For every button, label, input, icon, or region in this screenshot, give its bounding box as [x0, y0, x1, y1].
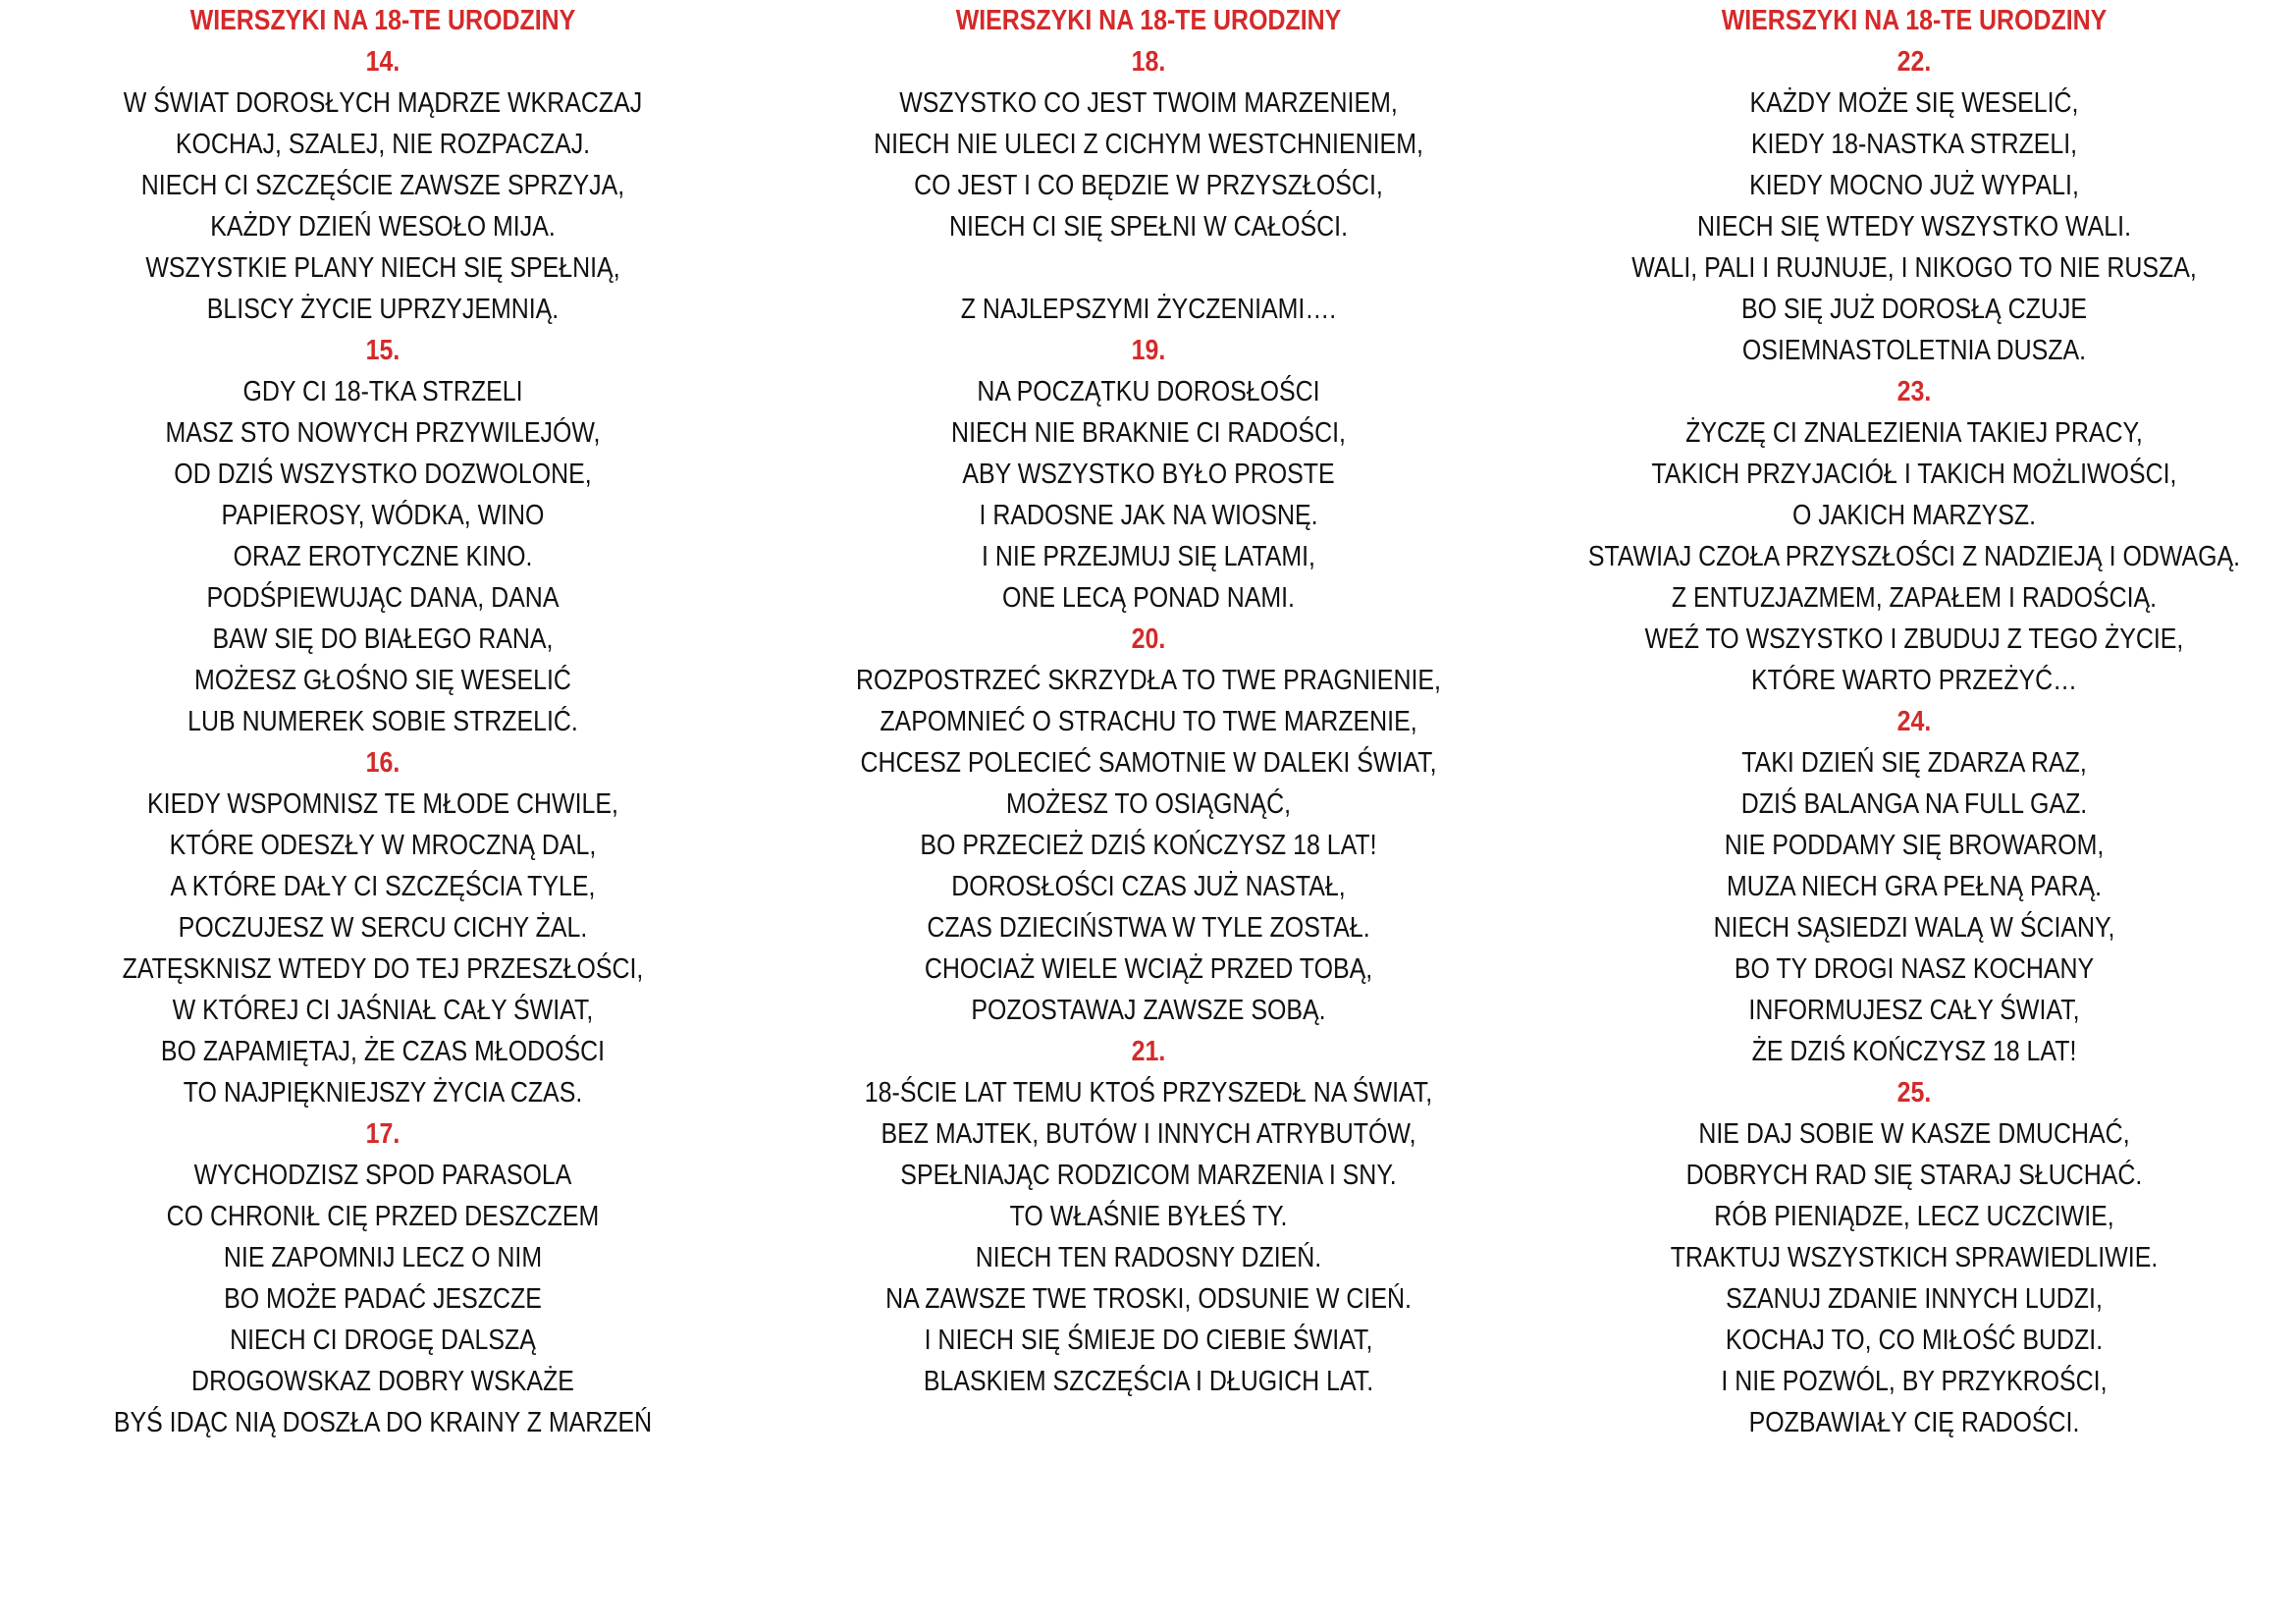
poem-line: GDY CI 18-TKA STRZELI — [242, 376, 523, 407]
poem-block — [1531, 1072, 2296, 1443]
poem-number: 16. — [365, 747, 400, 779]
poem-line: ZATĘSKNISZ WTEDY DO TEJ PRZESZŁOŚCI, — [122, 953, 644, 985]
poem-line: NIE PODDAMY SIĘ BROWAROM, — [1724, 830, 2105, 861]
poem-line: A KTÓRE DAŁY CI SZCZĘŚCIA TYLE, — [170, 871, 596, 902]
poem-line: MOŻESZ GŁOŚNO SIĘ WESELIĆ — [194, 665, 571, 696]
poem-line: CO JEST I CO BĘDZIE W PRZYSZŁOŚCI, — [914, 170, 1383, 201]
poem-line: ŻE DZIŚ KOŃCZYSZ 18 LAT! — [1751, 1036, 2077, 1067]
poem-line: WYCHODZISZ SPOD PARASOLA — [193, 1160, 572, 1191]
poem-line: NA ZAWSZE TWE TROSKI, ODSUNIE W CIEŃ. — [885, 1283, 1412, 1315]
poem-line: BEZ MAJTEK, BUTÓW I INNYCH ATRYBUTÓW, — [881, 1118, 1416, 1150]
column-header: WIERSZYKI NA 18-TE URODZINY — [189, 5, 576, 36]
poem-line: NIE ZAPOMNIJ LECZ O NIM — [223, 1242, 543, 1273]
poem-line: ZAPOMNIEĆ O STRACHU TO TWE MARZENIE, — [880, 706, 1417, 737]
poem-line: KTÓRE ODESZŁY W MROCZNĄ DAL, — [169, 830, 597, 861]
poem-line: BO PRZECIEŻ DZIŚ KOŃCZYSZ 18 LAT! — [920, 830, 1377, 861]
poem-line: POCZUJESZ W SERCU CICHY ŻAL. — [178, 912, 588, 944]
poem-line: TAKICH PRZYJACIÓŁ I TAKICH MOŻLIWOŚCI, — [1651, 459, 2177, 490]
poem-column-3 — [1531, 0, 2296, 1443]
poem-line: LUB NUMEREK SOBIE STRZELIĆ. — [187, 706, 578, 737]
poem-line: NA POCZĄTKU DOROSŁOŚCI — [977, 376, 1320, 407]
poem-block — [1531, 41, 2296, 371]
poem-line: 18-ŚCIE LAT TEMU KTOŚ PRZYSZEDŁ NA ŚWIAT, — [864, 1077, 1433, 1109]
poem-number: 15. — [365, 335, 400, 366]
poem-number: 21. — [1131, 1036, 1166, 1067]
poem-line: WSZYSTKIE PLANY NIECH SIĘ SPEŁNIĄ, — [145, 252, 620, 284]
poem-line: BYŚ IDĄC NIĄ DOSZŁA DO KRAINY Z MARZEŃ — [113, 1407, 653, 1438]
poem-line: KIEDY MOCNO JUŻ WYPALI, — [1749, 170, 2079, 201]
poem-line: KIEDY 18-NASTKA STRZELI, — [1750, 129, 2078, 160]
poem-line: DROGOWSKAZ DOBRY WSKAŻE — [191, 1366, 574, 1397]
poem-number: 14. — [365, 46, 400, 78]
poem-line: KIEDY WSPOMNISZ TE MŁODE CHWILE, — [147, 788, 618, 820]
poem-line: CHOCIAŻ WIELE WCIĄŻ PRZED TOBĄ, — [924, 953, 1373, 985]
poem-line: NIECH CI DROGĘ DALSZĄ — [230, 1325, 536, 1356]
poem-line: WALI, PALI I RUJNUJE, I NIKOGO TO NIE RUSZA, — [1631, 252, 2197, 284]
poem-line: SZANUJ ZDANIE INNYCH LUDZI, — [1726, 1283, 2103, 1315]
blank-line — [766, 247, 1531, 289]
poem-line: CO CHRONIŁ CIĘ PRZED DESZCZEM — [166, 1201, 600, 1232]
poem-line: W KTÓREJ CI JAŚNIAŁ CAŁY ŚWIAT, — [172, 995, 594, 1026]
poem-line: NIECH SIĘ WTEDY WSZYSTKO WALI. — [1696, 211, 2132, 243]
poem-number: 19. — [1131, 335, 1166, 366]
poem-line: Z ENTUZJAZMEM, ZAPAŁEM I RADOŚCIĄ. — [1671, 582, 2158, 614]
poem-line: SPEŁNIAJĄC RODZICOM MARZENIA I SNY. — [900, 1160, 1397, 1191]
poem-number: 17. — [365, 1118, 400, 1150]
poem-block — [766, 619, 1531, 1031]
poem-line: MOŻESZ TO OSIĄGNĄĆ, — [1005, 788, 1292, 820]
poem-line: I NIE POZWÓL, BY PRZYKROŚCI, — [1721, 1366, 2108, 1397]
poem-line: WEŹ TO WSZYSTKO I ZBUDUJ Z TEGO ŻYCIE, — [1644, 623, 2184, 655]
poem-line: MUZA NIECH GRA PEŁNĄ PARĄ. — [1726, 871, 2103, 902]
poem-line: TO WŁAŚNIE BYŁEŚ TY. — [1009, 1201, 1288, 1232]
poem-line: TRAKTUJ WSZYSTKICH SPRAWIEDLIWIE. — [1670, 1242, 2159, 1273]
poem-line: KAŻDY MOŻE SIĘ WESELIĆ, — [1749, 87, 2079, 119]
poem-line: RÓB PIENIĄDZE, LECZ UCZCIWIE, — [1714, 1201, 2114, 1232]
poem-number: 18. — [1131, 46, 1166, 78]
poem-block — [766, 330, 1531, 619]
poem-block — [0, 1113, 766, 1443]
poem-line: NIE DAJ SOBIE W KASZE DMUCHAĆ, — [1698, 1118, 2130, 1150]
poem-block — [766, 1031, 1531, 1402]
poem-line: O JAKICH MARZYSZ. — [1791, 500, 2037, 531]
poem-line: BO MOŻE PADAĆ JESZCZE — [224, 1283, 542, 1315]
poem-line: ROZPOSTRZEĆ SKRZYDŁA TO TWE PRAGNIENIE, — [856, 665, 1441, 696]
poem-line: KOCHAJ TO, CO MIŁOŚĆ BUDZI. — [1725, 1325, 2104, 1356]
poem-line: BO ZAPAMIĘTAJ, ŻE CZAS MŁODOŚCI — [160, 1036, 606, 1067]
poem-number: 22. — [1896, 46, 1932, 78]
poem-line: I RADOSNE JAK NA WIOSNĘ. — [979, 500, 1318, 531]
poem-line: W ŚWIAT DOROSŁYCH MĄDRZE WKRACZAJ — [123, 87, 643, 119]
poem-number: 25. — [1896, 1077, 1932, 1109]
poem-line: ORAZ EROTYCZNE KINO. — [233, 541, 533, 572]
poem-block — [0, 742, 766, 1113]
poem-line: TAKI DZIEŃ SIĘ ZDARZA RAZ, — [1741, 747, 2087, 779]
poem-column-1 — [0, 0, 766, 1443]
poem-block — [766, 41, 1531, 330]
poem-line: Z NAJLEPSZYMI ŻYCZENIAMI…. — [960, 294, 1337, 325]
poem-line: TO NAJPIĘKNIEJSZY ŻYCIA CZAS. — [183, 1077, 583, 1109]
poem-line: DOBRYCH RAD SIĘ STARAJ SŁUCHAĆ. — [1685, 1160, 2143, 1191]
poem-column-content — [0, 0, 766, 1443]
poem-line: BO SIĘ JUŻ DOROSŁĄ CZUJE — [1740, 294, 2087, 325]
poem-line: ONE LECĄ PONAD NAMI. — [1002, 582, 1295, 614]
poem-number: 23. — [1896, 376, 1932, 407]
poem-line: WSZYSTKO CO JEST TWOIM MARZENIEM, — [899, 87, 1398, 119]
poem-line: CZAS DZIECIŃSTWA W TYLE ZOSTAŁ. — [927, 912, 1370, 944]
poem-line: NIECH NIE ULECI Z CICHYM WESTCHNIENIEM, — [874, 129, 1423, 160]
poem-line: ABY WSZYSTKO BYŁO PROSTE — [962, 459, 1335, 490]
poem-line: OSIEMNASTOLETNIA DUSZA. — [1741, 335, 2087, 366]
poem-line: KOCHAJ, SZALEJ, NIE ROZPACZAJ. — [175, 129, 591, 160]
poem-column-content — [1531, 0, 2296, 1443]
poem-line: BAW SIĘ DO BIAŁEGO RANA, — [212, 623, 554, 655]
poem-line: POZBAWIAŁY CIĘ RADOŚCI. — [1748, 1407, 2080, 1438]
poem-number: 24. — [1896, 706, 1932, 737]
poem-line: ŻYCZĘ CI ZNALEZIENIA TAKIEJ PRACY, — [1685, 417, 2143, 449]
poem-line: I NIECH SIĘ ŚMIEJE DO CIEBIE ŚWIAT, — [924, 1325, 1373, 1356]
poem-block — [1531, 371, 2296, 701]
poem-line: KTÓRE WARTO PRZEŻYĆ… — [1750, 665, 2078, 696]
column-header: WIERSZYKI NA 18-TE URODZINY — [955, 5, 1342, 36]
poem-line: STAWIAJ CZOŁA PRZYSZŁOŚCI Z NADZIEJĄ I ODWAGĄ. — [1587, 541, 2241, 572]
poem-number: 20. — [1131, 623, 1166, 655]
poem-line: POZOSTAWAJ ZAWSZE SOBĄ. — [971, 995, 1326, 1026]
poem-line: NIECH CI SZCZĘŚCIE ZAWSZE SPRZYJA, — [140, 170, 625, 201]
poem-line: CHCESZ POLECIEĆ SAMOTNIE W DALEKI ŚWIAT, — [860, 747, 1437, 779]
poem-line: DZIŚ BALANGA NA FULL GAZ. — [1740, 788, 2088, 820]
poem-line: NIECH CI SIĘ SPEŁNI W CAŁOŚCI. — [948, 211, 1349, 243]
poem-line: OD DZIŚ WSZYSTKO DOZWOLONE, — [174, 459, 592, 490]
poem-block — [1531, 701, 2296, 1072]
poem-line: INFORMUJESZ CAŁY ŚWIAT, — [1748, 995, 2080, 1026]
poem-line: BO TY DROGI NASZ KOCHANY — [1734, 953, 2095, 985]
poem-block — [0, 41, 766, 330]
poem-line: PAPIEROSY, WÓDKA, WINO — [221, 500, 545, 531]
poem-column-2 — [766, 0, 1531, 1402]
poem-line: NIECH SĄSIEDZI WALĄ W ŚCIANY, — [1713, 912, 2115, 944]
poem-line: MASZ STO NOWYCH PRZYWILEJÓW, — [165, 417, 601, 449]
column-header: WIERSZYKI NA 18-TE URODZINY — [1721, 5, 2108, 36]
poem-line: NIECH NIE BRAKNIE CI RADOŚCI, — [951, 417, 1346, 449]
poem-line: NIECH TEN RADOSNY DZIEŃ. — [975, 1242, 1322, 1273]
poem-line: BLISCY ŻYCIE UPRZYJEMNIĄ. — [206, 294, 560, 325]
poem-block — [0, 330, 766, 742]
poem-line: PODŚPIEWUJĄC DANA, DANA — [206, 582, 560, 614]
poem-line: I NIE PRZEJMUJ SIĘ LATAMI, — [982, 541, 1315, 572]
poem-line: BLASKIEM SZCZĘŚCIA I DŁUGICH LAT. — [923, 1366, 1374, 1397]
poem-column-content — [766, 0, 1531, 1402]
poem-line: KAŻDY DZIEŃ WESOŁO MIJA. — [210, 211, 556, 243]
poem-line: DOROSŁOŚCI CZAS JUŻ NASTAŁ, — [951, 871, 1346, 902]
